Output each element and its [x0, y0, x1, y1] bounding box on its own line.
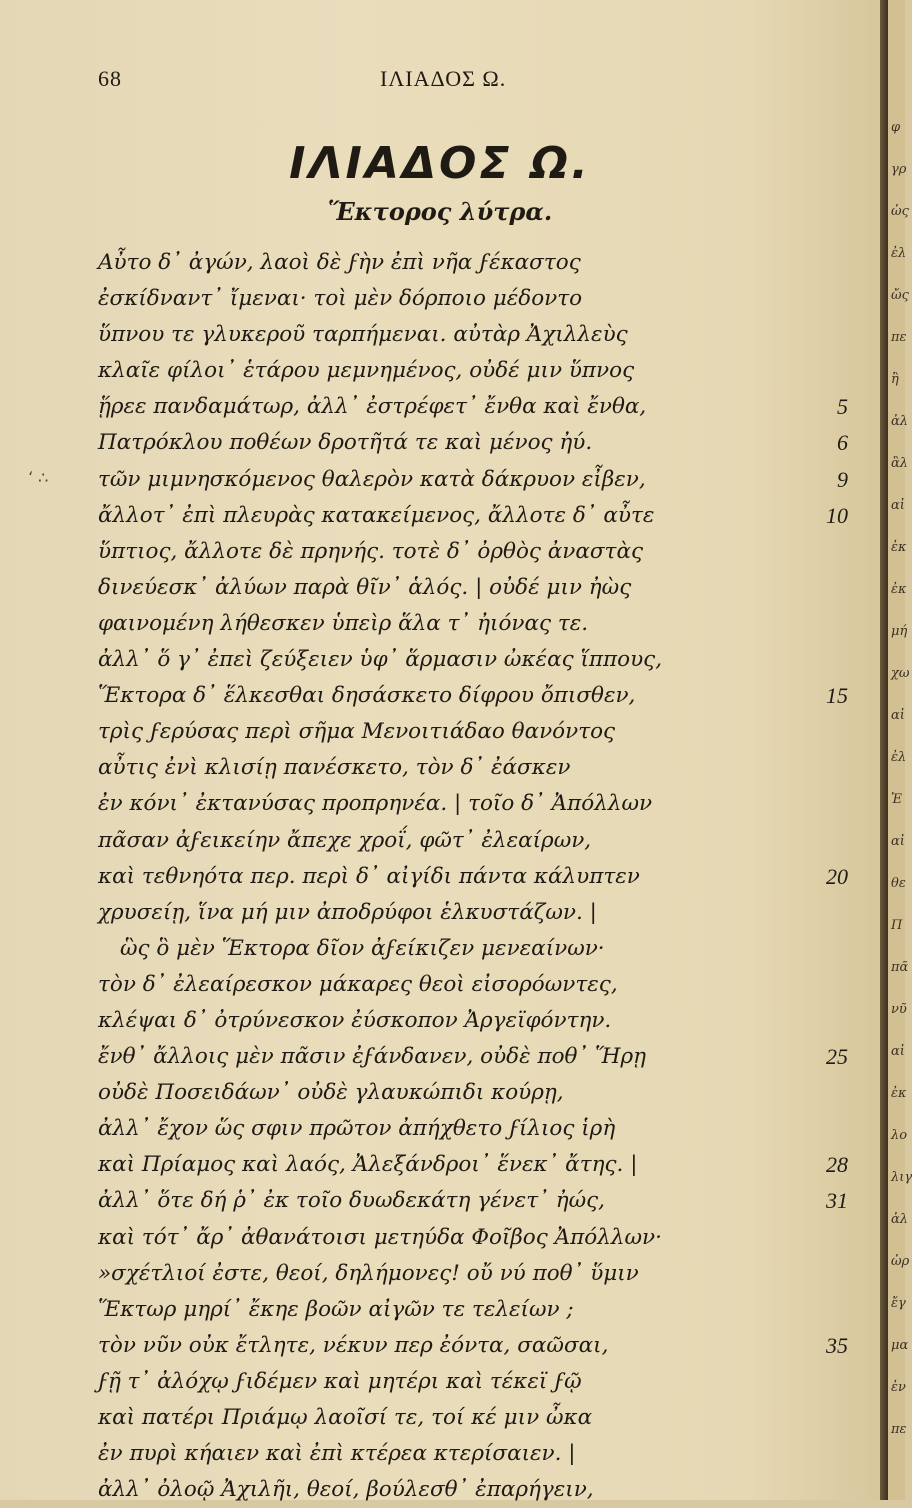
verse-line: [98, 1328, 848, 1364]
verse-text: οὐδὲ Ποσειδάων᾽ οὐδὲ γλαυκώπιδι κούρῃ,: [98, 1080, 564, 1106]
line-number: 20: [826, 863, 848, 889]
facing-page-fragment: ὡρ: [891, 1254, 910, 1269]
facing-page-fragment: αἰ: [891, 834, 905, 849]
verse-line: [98, 281, 848, 317]
facing-page-fragment: ἂλ: [891, 456, 909, 471]
verse-text: ϝῇ τ᾽ ἀλόχῳ ϝιδέμεν καὶ μητέρι καὶ τέκεϊ ϝῷ: [98, 1368, 582, 1394]
verse-text: ἐν πυρὶ κήαιεν καὶ ἐπὶ κτέρεα κτερίσαιεν. |: [98, 1441, 576, 1467]
facing-page-fragment: ἢ: [891, 372, 899, 387]
verse-line: [98, 1400, 848, 1436]
verse-line: [98, 1364, 848, 1400]
verse-text: ἔνθ᾽ ἄλλοις μὲν πᾶσιν ἐϝάνδανεν, οὐδὲ ποθ᾽ Ἥρῃ: [98, 1044, 646, 1070]
page-number: 68: [98, 66, 122, 91]
facing-page-fragment: λιγ: [891, 1170, 912, 1185]
verse-line: [98, 823, 848, 859]
verse-line: [98, 389, 848, 425]
verse-text: ἀλλ᾽ ὅτε δή ῥ᾽ ἐκ τοῖο δυωδεκάτη γένετ᾽ ἠώς,: [98, 1188, 605, 1214]
verse-text: ὣς ὃ μὲν Ἕκτορα δῖον ἀϝείκιζεν μενεαίνων·: [120, 935, 605, 961]
verse-text: Αὖτο δ᾽ ἀγών, λαοὶ δὲ ϝὴν ἐπὶ νῆα ϝέκαστος: [98, 250, 581, 275]
verse-line: [98, 895, 848, 931]
margin-marks: ‘ ∴: [28, 468, 49, 487]
facing-page-fragment: πε: [891, 330, 907, 345]
line-number: 35: [826, 1332, 848, 1358]
verse-text: κλέψαι δ᾽ ὀτρύνεσκον ἐύσκοπον Ἀργεϊφόντην.: [98, 1007, 612, 1033]
verse-text: ὕπτιος, ἄλλοτε δὲ πρηνής. τοτὲ δ᾽ ὀρθὸς ἀναστὰς: [98, 538, 644, 564]
verse-line: [98, 967, 848, 1003]
verse-text: Ἕκτορα δ᾽ ἕλκεσθαι δησάσκετο δίφρου ὄπισθεν,: [98, 683, 636, 709]
facing-page-fragment: ἐλ: [891, 750, 907, 765]
verse-text: φαινομένη λήθεσκεν ὑπεὶρ ἅλα τ᾽ ἠιόνας τε.: [98, 610, 589, 636]
facing-page-fragment: θε: [891, 876, 906, 891]
verse-line: [98, 1436, 848, 1472]
verse-line: [98, 931, 848, 967]
line-number: 6: [837, 430, 848, 456]
line-number: 15: [826, 683, 848, 709]
verse-text: δινεύεσκ᾽ ἀλύων παρὰ θῖν᾽ ἁλός. | οὐδέ μιν ἠὼς: [98, 574, 632, 600]
verse-text: καὶ τεθνηότα περ. περὶ δ᾽ αἰγίδι πάντα κάλυπτεν: [98, 863, 640, 889]
verse-line: [98, 642, 848, 678]
verse-text: τὸν δ᾽ ἐλεαίρεσκον μάκαρες θεοὶ εἰσορόωντες,: [98, 971, 618, 997]
facing-page-fragment: μή: [891, 624, 908, 639]
facing-page-fragment: αἱ: [891, 708, 905, 723]
facing-page-fragment: φ: [891, 120, 901, 135]
verse-text: τὸν νῦν οὐκ ἔτλητε, νέκυν περ ἐόντα, σαῶσαι,: [98, 1332, 609, 1358]
verse-text: καὶ Πρίαμος καὶ λαός, Ἀλεξάνδροι᾽ ἕνεκ᾽ ἄτης. |: [98, 1152, 638, 1178]
line-number: 5: [837, 394, 848, 420]
verse-text: πᾶσαν ἀϝεικείην ἄπεχε χροΐ, φῶτ᾽ ἐλεαίρων,: [98, 827, 592, 853]
verse-line: [98, 750, 848, 786]
verse-line: [98, 714, 848, 750]
verse-line: [98, 353, 848, 389]
verse-line: [98, 425, 848, 461]
facing-page-fragment: ὤς: [891, 288, 909, 303]
facing-page-fragment: ὡς: [891, 204, 909, 219]
book-gutter: [880, 0, 888, 1500]
verse-text: ᾕρεε πανδαμάτωρ, ἀλλ᾽ ἐστρέφετ᾽ ἔνθα καὶ ἔνθα,: [98, 394, 647, 420]
verse-text: τῶν μιμνησκόμενος θαλερὸν κατὰ δάκρυον εἶβεν,: [98, 466, 646, 492]
verse-line: [98, 570, 848, 606]
line-number: 31: [826, 1188, 848, 1214]
verse-line: [98, 1003, 848, 1039]
verse-line: [98, 1147, 848, 1183]
verse-text: ἄλλοτ᾽ ἐπὶ πλευρὰς κατακείμενος, ἄλλοτε δ᾽ αὖτε: [98, 502, 655, 528]
verse-line: [98, 1111, 848, 1147]
verse-text: »σχέτλιοί ἐστε, θεοί, δηλήμονες! οὔ νύ ποθ᾽ ὕμιν: [98, 1260, 639, 1286]
facing-page-fragment: νῦ: [891, 1002, 907, 1017]
verse-text: τρὶς ϝερύσας περὶ σῆμα Μενοιτιάδαο θανόντος: [98, 719, 616, 745]
facing-page-fragment: πᾶ: [891, 960, 909, 975]
facing-page-fragment: αἱ: [891, 1044, 905, 1059]
verse-line: [98, 606, 848, 642]
verse-line: [98, 534, 848, 570]
verse-text: ἐσκίδναντ᾽ ἴμεναι· τοὶ μὲν δόρποιο μέδοντο: [98, 286, 583, 312]
facing-page-edge: [888, 0, 912, 1500]
verse-line: [98, 1256, 848, 1292]
verse-line: [98, 498, 848, 534]
verse-text: ὕπνου τε γλυκεροῦ ταρπήμεναι. αὐτὰρ Ἀχιλλεὺς: [98, 322, 628, 348]
verse-line: [98, 1039, 848, 1075]
verse-line: [98, 1292, 848, 1328]
facing-page-fragment: πε: [891, 1422, 907, 1437]
verse-text: κλαῖε φίλοι᾽ ἑτάρου μεμνημένος, οὐδέ μιν ὕπνος: [98, 358, 635, 384]
verse-line: [98, 678, 848, 714]
book-title: ΙΛΙΑΔΟΣ Ω.: [289, 138, 591, 189]
line-number: 10: [826, 502, 848, 528]
facing-page-fragment: ἀλ: [891, 414, 909, 429]
verse-text: ἀλλ᾽ ὀλοῷ Ἀχιλῆι, θεοί, βούλεσθ᾽ ἐπαρήγειν,: [98, 1477, 594, 1503]
book-subtitle: Ἕκτορος λύτρα.: [327, 197, 553, 226]
verse-text: ἀλλ᾽ ἔχον ὥς σφιν πρῶτον ἀπήχθετο ϝίλιος ἱρὴ: [98, 1116, 616, 1142]
line-number: 9: [837, 466, 848, 492]
facing-page-fragment: ἐκ: [891, 1086, 907, 1101]
verse-text: ἀλλ᾽ ὅ γ᾽ ἐπεὶ ζεύξειεν ὑφ᾽ ἅρμασιν ὠκέας ἵππους,: [98, 647, 663, 673]
facing-page-fragment: γρ: [891, 162, 907, 177]
verse-text: Πατρόκλου ποθέων δροτῆτά τε καὶ μένος ἠύ.: [98, 430, 593, 456]
verse-block: [98, 245, 848, 1508]
verse-text: ἐν κόνι᾽ ἐκτανύσας προπρηνέα. | τοῖο δ᾽ Ἀπόλλων: [98, 791, 653, 817]
verse-line: [98, 245, 848, 281]
verse-line: [98, 786, 848, 822]
facing-page-fragment: Π: [891, 918, 903, 933]
facing-page-fragment: ἐλ: [891, 246, 907, 261]
verse-line: [98, 1183, 848, 1219]
verse-line: [98, 1075, 848, 1111]
verse-text: καὶ πατέρι Πριάμῳ λαοῖσί τε, τοί κέ μιν ὦκα: [98, 1405, 593, 1430]
facing-page-fragment: ἀλ: [891, 1212, 909, 1227]
facing-page-fragment: χω: [891, 666, 910, 681]
verse-line: [98, 859, 848, 895]
facing-page-fragment: ἔγ: [891, 1296, 906, 1311]
line-number: 25: [826, 1044, 848, 1070]
verse-line: [98, 1220, 848, 1256]
verse-line: [98, 1472, 848, 1508]
verse-text: Ἕκτωρ μηρί᾽ ἔκηε βοῶν αἰγῶν τε τελείων ;: [98, 1296, 574, 1322]
verse-line: [98, 462, 848, 498]
facing-page-fragment: μα: [891, 1338, 909, 1353]
facing-page-fragment: Ἐ: [891, 792, 903, 807]
facing-page-fragment: ἐκ: [891, 540, 907, 555]
verse-text: αὖτις ἐνὶ κλισίῃ πανέσκετο, τὸν δ᾽ ἐάσκεν: [98, 755, 571, 781]
running-head: [0, 66, 880, 96]
verse-text: χρυσείῃ, ἵνα μή μιν ἀποδρύφοι ἑλκυστάζων. |: [98, 899, 597, 925]
facing-page-fragment: ἐν: [891, 1380, 906, 1395]
verse-text: καὶ τότ᾽ ἄρ᾽ ἀθανάτοισι μετηύδα Φοῖβος Ἀπόλλων·: [98, 1224, 662, 1250]
running-head-title: ΙΛΙΑΔΟΣ Ω.: [380, 66, 507, 91]
facing-page-fragment: αἱ: [891, 498, 905, 513]
verse-line: [98, 317, 848, 353]
facing-page-fragment: λο: [891, 1128, 908, 1143]
facing-page-fragment: ἐκ: [891, 582, 907, 597]
line-number: 28: [826, 1152, 848, 1178]
